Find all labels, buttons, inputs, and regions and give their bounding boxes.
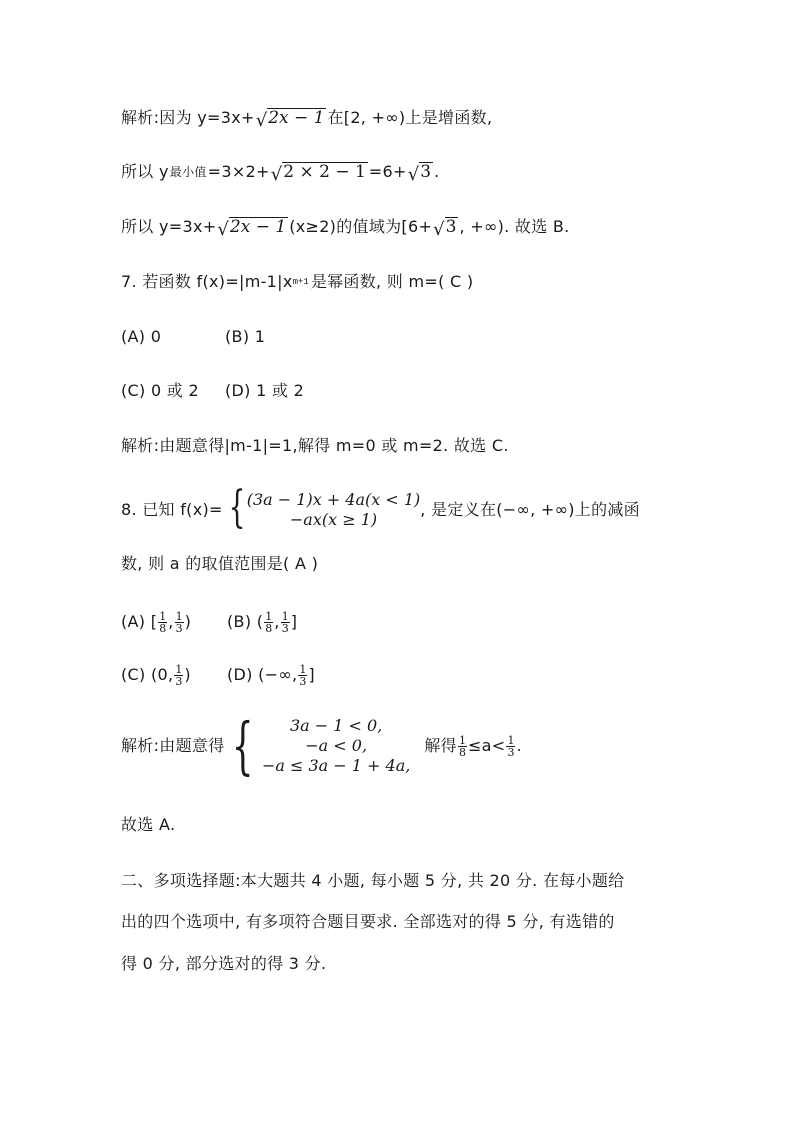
option-a: (A) 0	[121, 327, 162, 346]
sqrt-expression: √ 2x − 1	[217, 217, 287, 240]
solution-line-1	[121, 107, 492, 129]
text: 解析:因为 y=3x+	[121, 108, 255, 127]
q8-solution	[121, 709, 522, 782]
question-8-cont	[121, 553, 318, 575]
fraction	[158, 611, 167, 634]
q7-solution	[121, 435, 509, 457]
solution-text: ≤a<	[467, 736, 506, 755]
fraction	[506, 735, 515, 758]
text: =6+	[368, 162, 407, 181]
text: 在[2, +∞)上是增函数,	[327, 108, 493, 127]
numerator: 1	[281, 609, 289, 623]
text: , +∞). 故选 B.	[459, 217, 570, 236]
text: )	[184, 612, 192, 631]
q8-options-row-2	[121, 660, 315, 690]
text: 所以 y=3x+	[121, 217, 217, 236]
numerator: 1	[175, 662, 183, 676]
text: )	[184, 665, 191, 684]
numerator: 1	[458, 733, 466, 747]
sqrt-content: 3	[420, 162, 432, 182]
inequality-3: −a ≤ 3a − 1 + 4a,	[261, 756, 411, 775]
question-text: 数, 则 a 的取值范围是( A )	[121, 554, 319, 573]
denominator: 3	[299, 674, 307, 688]
sqrt-expression: √ 2x − 1	[255, 108, 325, 131]
text: ]	[290, 612, 298, 631]
text: (D) (−∞,	[227, 665, 298, 684]
question-text: 7. 若函数 f(x)=|m-1|x	[121, 272, 293, 291]
sqrt-expression: √ 3	[407, 162, 432, 185]
text: (A) [	[121, 612, 158, 631]
q8-options-row-1	[121, 607, 297, 637]
question-7	[121, 271, 473, 293]
numerator: 1	[175, 609, 183, 623]
sqrt-expression: √ 2 × 2 − 1	[270, 162, 366, 185]
fraction	[175, 611, 184, 634]
q7-options-row-2	[121, 380, 304, 402]
solution-text: 解析:由题意得	[121, 736, 225, 755]
numerator: 1	[265, 609, 273, 623]
sqrt-content: 2x − 1	[268, 108, 325, 128]
denominator: 3	[507, 745, 515, 759]
case-2: −ax(x ≥ 1)	[289, 510, 378, 529]
denominator: 8	[458, 745, 466, 759]
solution-line-3	[121, 216, 570, 238]
piecewise-function: { (3a − 1)x + 4a(x < 1) −ax(x ≥ 1)	[228, 482, 421, 533]
fraction	[281, 611, 290, 634]
q8-conclusion	[121, 814, 175, 836]
sqrt-content: 2 × 2 − 1	[283, 162, 366, 182]
text: .	[434, 162, 440, 181]
section-text: 二、多项选择题:本大题共 4 小题, 每小题 5 分, 共 20 分. 在每小题给	[121, 871, 625, 890]
numerator: 1	[159, 609, 167, 623]
solution-text: 故选 A.	[121, 815, 176, 834]
sqrt-expression: √ 3	[433, 217, 457, 240]
denominator: 8	[159, 621, 167, 635]
superscript: m+1	[292, 277, 309, 287]
question-text: 8. 已知 f(x)=	[121, 500, 223, 519]
solution-text: 解析:由题意得|m-1|=1,解得 m=0 或 m=2. 故选 C.	[121, 436, 509, 455]
numerator: 1	[299, 662, 307, 676]
q7-options-row-1	[121, 326, 265, 348]
question-text: , 是定义在(−∞, +∞)上的减函	[420, 500, 640, 519]
section-2-heading-line-2	[121, 911, 615, 933]
section-text: 出的四个选项中, 有多项符合题目要求. 全部选对的得 5 分, 有选错的	[121, 912, 615, 931]
fraction	[458, 735, 467, 758]
option-b: (B) 1	[225, 327, 266, 346]
denominator: 8	[265, 621, 273, 635]
question-8	[121, 482, 640, 533]
sqrt-content: 2x − 1	[229, 217, 287, 237]
text: =3×2+	[207, 162, 270, 181]
solution-text: 解得	[424, 736, 457, 755]
fraction	[264, 611, 273, 634]
question-text: 是幂函数, 则 m=( C )	[310, 272, 474, 291]
text: ,	[274, 612, 280, 631]
section-2-heading-line-3	[121, 953, 326, 975]
case-1: (3a − 1)x + 4a(x < 1)	[246, 490, 421, 509]
section-text: 得 0 分, 部分选对的得 3 分.	[121, 954, 327, 973]
sqrt-content: 3	[445, 217, 457, 237]
text: ]	[308, 665, 315, 684]
inequality-1: 3a − 1 < 0,	[289, 716, 383, 735]
option-c: (C) 0 或 2	[121, 381, 199, 400]
subscript: 最小值	[169, 165, 207, 179]
text: 所以 y	[121, 162, 169, 181]
option-d: (D) 1 或 2	[225, 381, 305, 400]
text: ,	[168, 612, 174, 631]
denominator: 3	[175, 621, 183, 635]
text: (B) (	[227, 612, 264, 631]
option-c	[121, 664, 227, 687]
option-a	[121, 611, 227, 634]
fraction	[298, 664, 307, 687]
denominator: 3	[175, 674, 183, 688]
solution-line-2	[121, 161, 439, 183]
numerator: 1	[507, 733, 515, 747]
option-d	[227, 664, 315, 687]
fraction	[174, 664, 183, 687]
text: (C) (0,	[121, 665, 174, 684]
section-2-heading-line-1	[121, 870, 624, 892]
option-b	[227, 611, 297, 634]
inequality-system: { 3a − 1 < 0, −a < 0, −a ≤ 3a − 1 + 4a,	[231, 709, 411, 782]
inequality-2: −a < 0,	[305, 736, 368, 755]
denominator: 3	[281, 621, 289, 635]
solution-text: .	[516, 736, 522, 755]
text: (x≥2)的值域为[6+	[289, 217, 433, 236]
